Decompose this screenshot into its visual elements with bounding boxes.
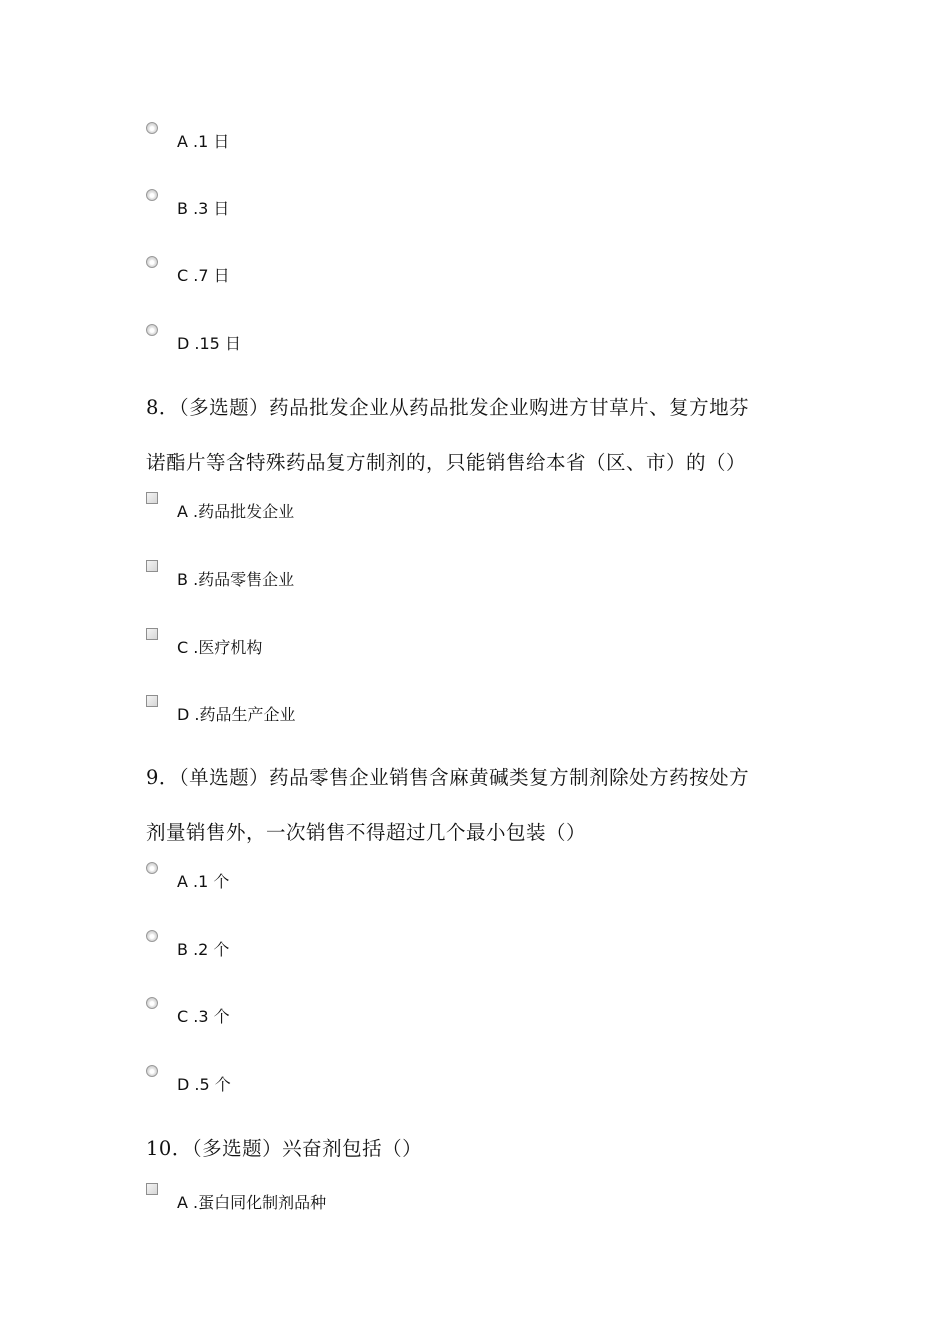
q9-option-d[interactable] <box>146 1071 231 1095</box>
option-label: A .1 个 <box>177 871 230 891</box>
radio-button[interactable] <box>146 189 158 201</box>
radio-button[interactable] <box>146 997 158 1009</box>
q9-option-c[interactable] <box>146 1003 230 1027</box>
radio-button[interactable] <box>146 122 158 134</box>
q7-option-a[interactable] <box>146 128 229 152</box>
question-line: 8．（多选题）药品批发企业从药品批发企业购进方甘草片、复方地芬 <box>146 396 750 419</box>
q7-option-d[interactable] <box>146 330 241 354</box>
option-label: C .3 个 <box>177 1006 230 1026</box>
option-label: D .药品生产企业 <box>177 704 296 724</box>
q10-option-a[interactable] <box>146 1189 326 1213</box>
checkbox[interactable] <box>146 695 158 707</box>
question-line: 9．（单选题）药品零售企业销售含麻黄碱类复方制剂除处方药按处方 <box>146 766 750 789</box>
radio-button[interactable] <box>146 256 158 268</box>
q7-option-b[interactable] <box>146 195 229 219</box>
q8-option-a[interactable] <box>146 498 294 522</box>
option-label: D .15 日 <box>177 333 241 353</box>
checkbox[interactable] <box>146 628 158 640</box>
option-label: D .5 个 <box>177 1074 231 1094</box>
option-label: C .7 日 <box>177 265 230 285</box>
question-line: 10．（多选题）兴奋剂包括（） <box>146 1137 423 1160</box>
question-line: 剂量销售外，一次销售不得超过几个最小包装（） <box>146 821 587 844</box>
radio-button[interactable] <box>146 324 158 336</box>
q9-option-b[interactable] <box>146 936 229 960</box>
q8-option-b[interactable] <box>146 566 294 590</box>
q7-option-c[interactable] <box>146 262 230 286</box>
option-label: B .2 个 <box>177 939 230 959</box>
checkbox[interactable] <box>146 1183 158 1195</box>
q9-option-a[interactable] <box>146 868 229 892</box>
question-8-text <box>146 380 816 490</box>
option-label: B .药品零售企业 <box>177 569 295 589</box>
option-label: B .3 日 <box>177 198 230 218</box>
radio-button[interactable] <box>146 862 158 874</box>
radio-button[interactable] <box>146 930 158 942</box>
option-label: A .蛋白同化制剂品种 <box>177 1192 327 1212</box>
question-9-text <box>146 750 816 860</box>
radio-button[interactable] <box>146 1065 158 1077</box>
option-label: C .医疗机构 <box>177 637 263 657</box>
q8-option-d[interactable] <box>146 701 296 725</box>
checkbox[interactable] <box>146 492 158 504</box>
option-label: A .药品批发企业 <box>177 501 295 521</box>
question-10-text <box>146 1121 816 1176</box>
checkbox[interactable] <box>146 560 158 572</box>
option-label: A .1 日 <box>177 131 230 151</box>
question-line: 诺酯片等含特殊药品复方制剂的，只能销售给本省（区、市）的（） <box>146 451 747 474</box>
q8-option-c[interactable] <box>146 634 262 658</box>
